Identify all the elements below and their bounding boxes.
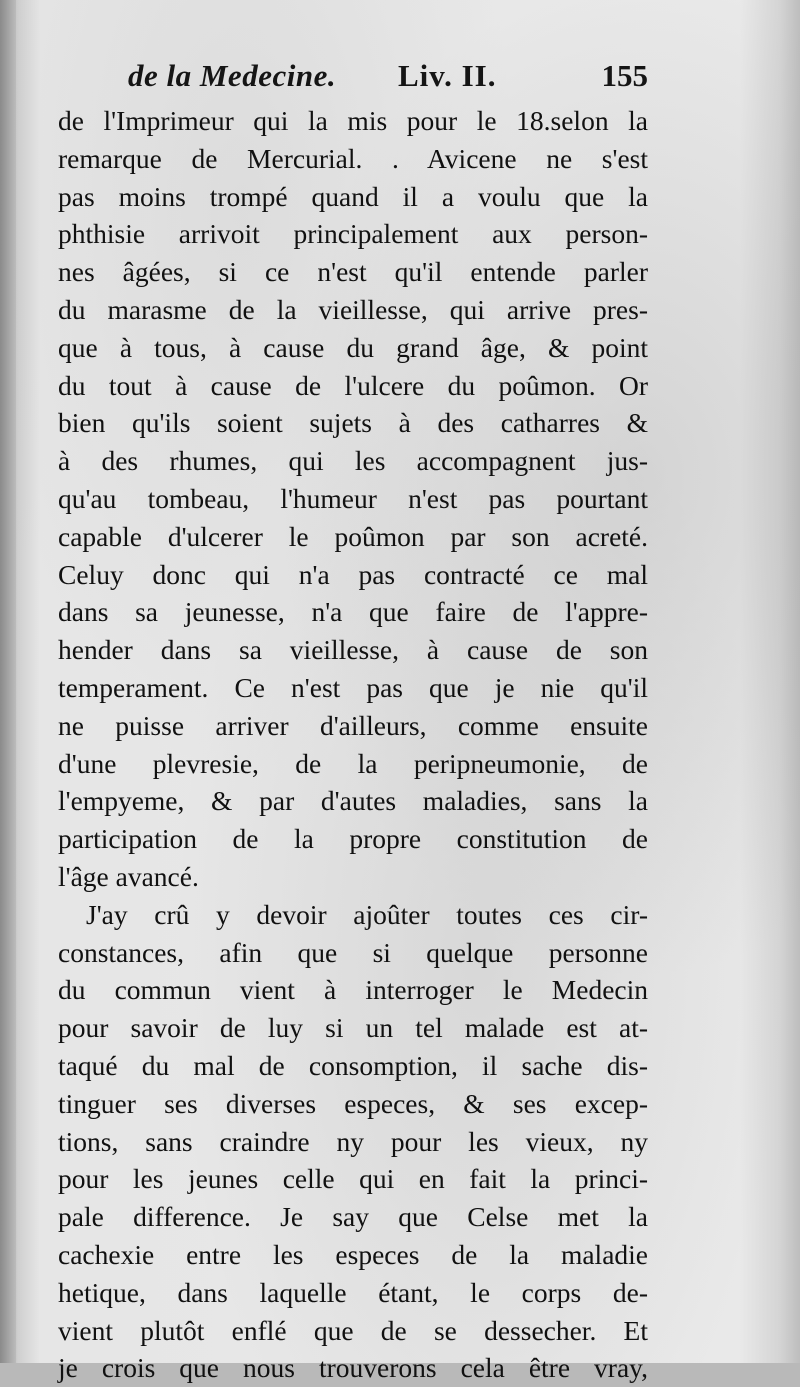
text-line: phthisie arrivoit principalement aux person- [58,218,648,250]
text-line: vient plutôt enflé que de se dessecher. Et [58,1314,648,1346]
text-line: bien qu'ils soient sujets à des catharres & [58,407,648,439]
text-line: je crois que nous trouverons cela être vray, [58,1352,648,1384]
text-line: l'empyeme, & par d'autes maladies, sans la [58,785,648,817]
text-line: nes âgées, si ce n'est qu'il entende parler [58,256,648,288]
text-line: cachexie entre les especes de la maladie [58,1238,648,1270]
text-line: capable d'ulcerer le poûmon par son acreté. [58,520,648,552]
text-line: pour les jeunes celle qui en fait la princi- [58,1163,648,1195]
text-line: pour savoir de luy si un tel malade est at- [58,1012,648,1044]
text-line: de l'Imprimeur qui la mis pour le 18.selon la [58,105,648,136]
paragraph-start-line: J'ay crû y devoir ajoûter toutes ces cir- [86,898,648,930]
text-line: que à tous, à cause du grand âge, & point [58,331,648,363]
text-line: temperament. Ce n'est pas que je nie qu'il [58,671,648,703]
running-head-book: Liv. II. [398,58,497,93]
text-line: pas moins trompé quand il a voulu que la [58,180,648,212]
text-line: remarque de Mercurial. . Avicene ne s'est [58,142,648,174]
text-line: d'une plevresie, de la peripneumonie, de [58,747,648,779]
text-line: Celuy donc qui n'a pas contracté ce mal [58,558,648,590]
text-line: dans sa jeunesse, n'a que faire de l'appre- [58,596,648,628]
text-line: participation de la propre constitution de [58,823,648,855]
running-head [128,58,648,102]
text-line: taqué du mal de consomption, il sache dis- [58,1049,648,1081]
body-text [58,102,648,1387]
text-line: ne puisse arriver d'ailleurs, comme ensuite [58,709,648,741]
text-line: constances, afin que si quelque personne [58,936,648,968]
text-line: hetique, dans laquelle étant, le corps de- [58,1276,648,1308]
text-line: hender dans sa vieillesse, à cause de son [58,634,648,666]
text-line: à des rhumes, qui les accompagnent jus- [58,445,648,477]
text-line: du tout à cause de l'ulcere du poûmon. Or [58,369,648,401]
text-line: tinguer ses diverses especes, & ses excep- [58,1087,648,1119]
text-line: du marasme de la vieillesse, qui arrive pres- [58,293,648,325]
running-head-title: de la Medecine. [128,58,337,93]
paragraph-end-line: l'âge avancé. [58,860,199,892]
text-line: qu'au tombeau, l'humeur n'est pas pourtant [58,482,648,514]
page-number: 155 [601,58,648,93]
text-line: pale difference. Je say que Celse met la [58,1201,648,1233]
text-line: du commun vient à interroger le Medecin [58,974,648,1006]
text-line: tions, sans craindre ny pour les vieux, ny [58,1125,648,1157]
